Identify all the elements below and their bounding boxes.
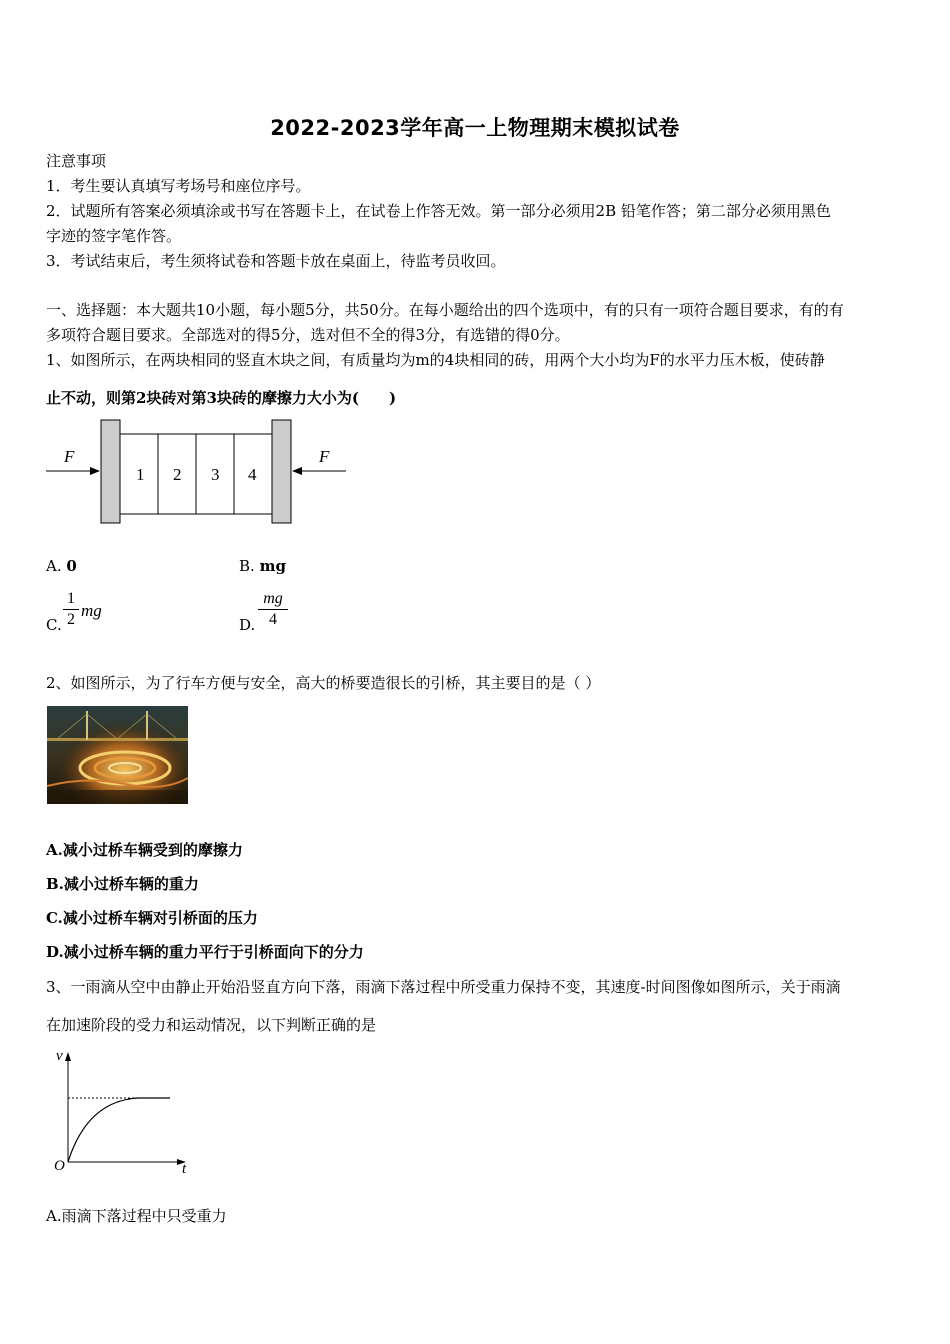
x-axis-label: t bbox=[182, 1161, 187, 1177]
option-d-label: D. bbox=[239, 616, 256, 634]
fraction-denominator: 4 bbox=[269, 611, 277, 628]
velocity-time-graph bbox=[46, 1044, 196, 1178]
fraction-denominator: 2 bbox=[67, 611, 75, 628]
bricks-figure bbox=[40, 414, 360, 530]
option-a bbox=[46, 557, 77, 575]
fraction-one-half bbox=[63, 590, 79, 629]
option-c-label: C. bbox=[46, 616, 62, 634]
notice-item: 2．试题所有答案必须填涂或书写在答题卡上，在试卷上作答无效。第一部分必须用2B 铅笔作答；第二部分必须用黑色 bbox=[46, 202, 831, 220]
option-value: mg bbox=[259, 557, 286, 575]
question-1-stem: 1、如图所示，在两块相同的竖直木块之间，有质量均为m的4块相同的砖，用两个大小均为F的水平力压木板，使砖静 bbox=[46, 351, 825, 369]
section-instructions: 一、选择题：本大题共10小题，每小题5分，共50分。在每小题给出的四个选项中，有的只有一项符合题目要求，有的有 bbox=[46, 301, 844, 319]
question-3-stem: 3、一雨滴从空中由静止开始沿竖直方向下落，雨滴下落过程中所受重力保持不变，其速度-时间图像如图所示，关于雨滴 bbox=[46, 978, 841, 996]
question-3-stem: 在加速阶段的受力和运动情况，以下判断正确的是 bbox=[46, 1016, 377, 1034]
question-2-option: A.减小过桥车辆受到的摩擦力 bbox=[46, 841, 243, 859]
right-force-label: F bbox=[319, 447, 330, 466]
notice-heading: 注意事项 bbox=[46, 152, 107, 170]
velocity-curve bbox=[68, 1098, 170, 1162]
origin-label: O bbox=[54, 1158, 65, 1174]
fraction-numerator: mg bbox=[263, 590, 283, 607]
question-2-option: D.减小过桥车辆的重力平行于引桥面向下的分力 bbox=[46, 943, 364, 961]
brick-label: 3 bbox=[211, 465, 220, 484]
option-label: B. bbox=[239, 557, 255, 575]
brick-label: 2 bbox=[173, 465, 182, 484]
brick-label: 4 bbox=[248, 465, 257, 484]
option-b bbox=[239, 557, 286, 575]
question-2-option: C.减小过桥车辆对引桥面的压力 bbox=[46, 909, 258, 927]
question-2-stem: 2、如图所示，为了行车方便与安全，高大的桥要造很长的引桥，其主要目的是（ ） bbox=[46, 674, 601, 692]
notice-item: 3．考试结束后，考生须将试卷和答题卡放在桌面上，待监考员收回。 bbox=[46, 252, 506, 270]
left-force-label: F bbox=[64, 447, 75, 466]
option-c-value: mg bbox=[81, 601, 102, 620]
option-label: A. bbox=[46, 557, 62, 575]
notice-item: 字迹的签字笔作答。 bbox=[46, 227, 182, 245]
fraction-mg-over-4 bbox=[258, 590, 288, 629]
notice-item: 1．考生要认真填写考场号和座位序号。 bbox=[46, 177, 311, 195]
brick-label: 1 bbox=[136, 465, 145, 484]
page-title: 2022-2023学年高一上物理期末模拟试卷 bbox=[270, 116, 680, 140]
y-axis-label: v bbox=[56, 1048, 63, 1064]
question-2-option: B.减小过桥车辆的重力 bbox=[46, 875, 199, 893]
bridge-photo bbox=[47, 706, 188, 804]
option-value: 0 bbox=[66, 557, 77, 575]
question-3-option: A.雨滴下落过程中只受重力 bbox=[46, 1207, 227, 1225]
fraction-numerator: 1 bbox=[67, 590, 75, 607]
section-instructions: 多项符合题目要求。全部选对的得5分，选对但不全的得3分，有选错的得0分。 bbox=[46, 326, 570, 344]
question-1-stem: 止不动，则第2块砖对第3块砖的摩擦力大小为( ) bbox=[46, 389, 397, 407]
